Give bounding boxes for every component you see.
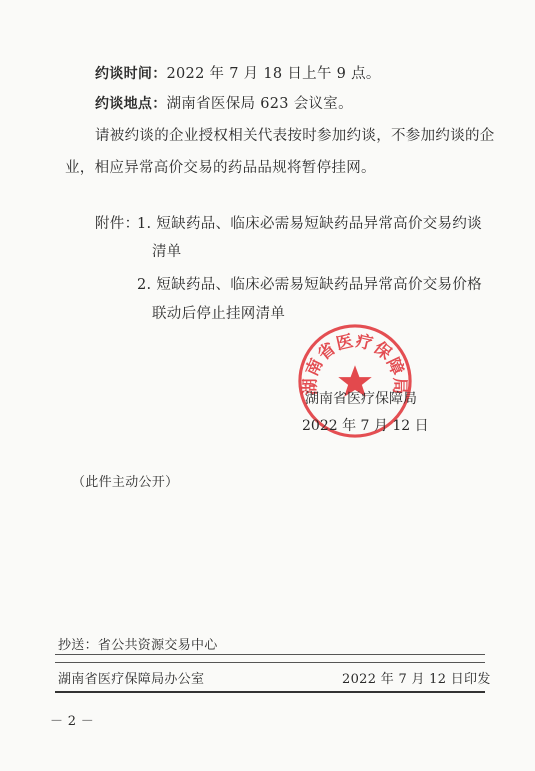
meeting-time (95, 62, 381, 83)
meeting-place-label: 约谈地点： (95, 96, 167, 112)
footer-bottom-rule (55, 691, 485, 693)
notice-line-2: 业，相应异常高价交易的药品品规将暂停挂网。 (65, 160, 376, 176)
issuer: 湖南省医疗保障局办公室 (58, 672, 205, 687)
attachment-1-line-1: 1. 短缺药品、临床必需易短缺药品异常高价交易约谈 (137, 216, 482, 232)
notice-line-1: 请被约谈的企业授权相关代表按时参加约谈，不参加约谈的企 (95, 128, 495, 144)
footer-top-rule (55, 654, 485, 655)
meeting-time-label: 约谈时间： (95, 66, 167, 82)
signature-date: 2022 年 7 月 12 日 (302, 418, 429, 434)
attachment-1-line-2: 清单 (152, 244, 182, 260)
meeting-place (95, 92, 353, 113)
signature-org: 湖南省医疗保障局 (305, 391, 417, 407)
seal-text: 湖南省医疗保障局 (299, 330, 411, 396)
attachment-2-line-1: 2. 短缺药品、临床必需易短缺药品异常高价交易价格 (137, 277, 482, 293)
cc-line: 抄送：省公共资源交易中心 (58, 638, 218, 653)
issue-date: 2022 年 7 月 12 日印发 (342, 672, 491, 687)
disclosure-note: （此件主动公开） (72, 475, 179, 490)
meeting-time-value: 2022 年 7 月 18 日上午 9 点。 (166, 66, 381, 82)
page-number: － 2 － (50, 714, 95, 729)
attachment-2-line-2: 联动后停止挂网清单 (152, 306, 286, 322)
attachments-label: 附件： (95, 216, 140, 232)
meeting-place-value: 湖南省医保局 623 会议室。 (166, 96, 353, 112)
footer-mid-rule (55, 662, 485, 663)
